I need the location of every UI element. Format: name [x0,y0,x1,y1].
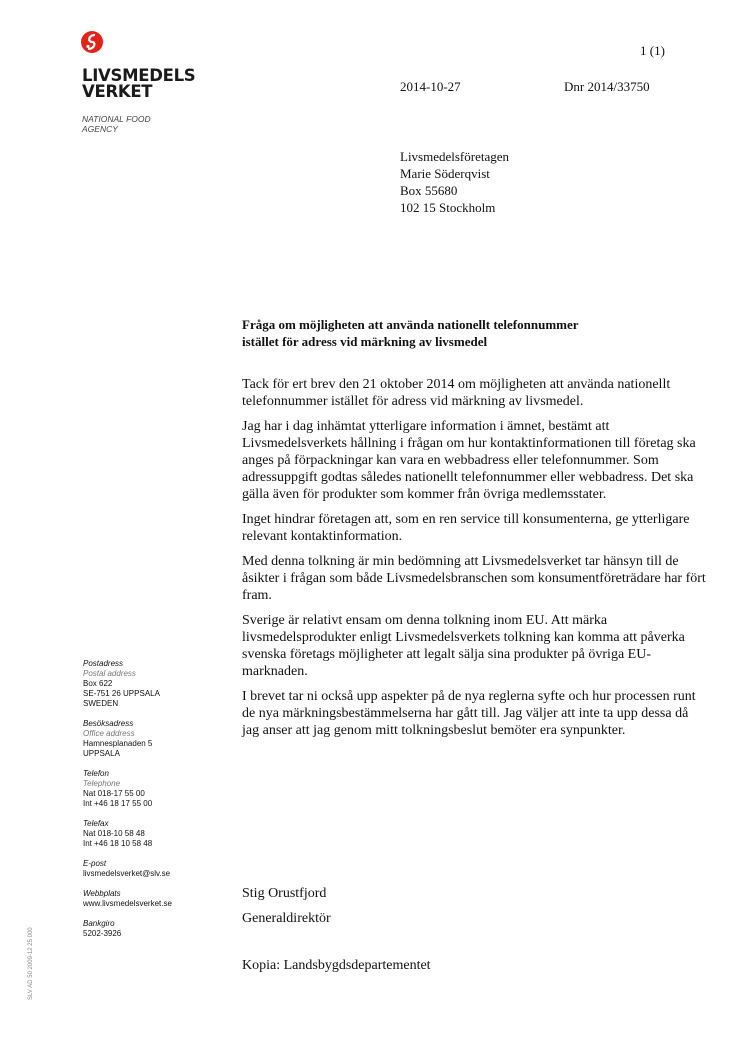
postal-line: SE-751 26 UPPSALA [83,689,160,698]
logo-sub-line2: AGENCY [82,124,118,134]
phone-label-en: Telephone [83,779,121,788]
body-paragraph: Med denna tolkning är min bedömning att Livsmedelsverket tar hänsyn till de åsikter i frågan som både Livsmedelsbranschen som konsumentföreträdare har fört fram. [242,554,706,603]
signature-name: Stig Orustfjord [242,886,327,901]
postal-label-en: Postal address [83,669,136,678]
office-label: Besöksadress [83,719,134,728]
web-label: Webbplats [83,889,121,898]
letter-body [242,376,707,747]
postal-line: SWEDEN [83,699,119,708]
recipient-line: Livsmedelsföretagen [400,149,510,164]
postal-line: Box 622 [83,679,113,688]
recipient-line: Marie Söderqvist [400,166,490,181]
body-paragraph: Tack för ert brev den 21 oktober 2014 om möjligheten att använda nationellt telefonnummer istället för adress vid märkning av livsmedel. [242,377,671,409]
phone-line: Nat 018-17 55 00 [83,789,145,798]
bank-number: 5202-3926 [83,929,122,938]
body-paragraph: Sverige är relativt ensam om denna tolkning inom EU. Att märka livsmedelsprodukter enligt Livsmedelsverkets tolkning kan komma att påverka svenska företags möjligheter att legalt sälja sina produkter på övriga EU-marknaden. [242,613,685,679]
page-number: 1 (1) [640,43,665,58]
body-paragraph: Jag har i dag inhämtat ytterligare information i ämnet, bestämt att Livsmedelsverkets hållning i frågan om hur kontaktinformationen till företag ska anges på förpackningar kan vara en webbadress eller telefonnummer. Som adressuppgift godtas således nationellt telefonnummer eller webbadress. Det ska gälla även för produkter som kommer från övriga medlemsstater. [242,419,696,502]
office-address [83,719,223,759]
phone-label: Telefon [83,769,109,778]
fax-label: Telefax [83,819,109,828]
office-line: Hamnesplanaden 5 [83,739,153,748]
letter-date: 2014-10-27 [400,79,461,94]
recipient-address [400,148,509,216]
logo-name [82,68,202,100]
fax-line: Nat 018-10 58 48 [83,829,145,838]
office-label-en: Office address [83,729,135,738]
recipient-line: 102 15 Stockholm [400,200,496,215]
copy-recipient: Kopia: Landsbygdsdepartementet [242,958,431,973]
fax [83,819,223,849]
signature-title: Generaldirektör [242,911,331,926]
body-paragraph: Inget hindrar företagen att, som en ren service till konsumenterna, ge ytterligare relevant kontaktinformation. [242,512,690,544]
phone-line: Int +46 18 17 55 00 [83,799,153,808]
subject-line1: Fråga om möjligheten att använda nationellt telefonnummer [242,317,579,332]
office-line: UPPSALA [83,749,120,758]
website [83,889,223,909]
body-paragraph: I brevet tar ni också upp aspekter på de nya reglerna syfte och hur processen runt de nya märkningsbestämmelserna har gått till. Jag väljer att inte ta upp dessa då jag anser att jag genom mitt tolkningsbeslut bemöter era synpunkter. [242,689,696,738]
postal-label: Postadress [83,659,124,668]
postal-address [83,659,223,709]
phone [83,769,223,809]
web-address: www.livsmedelsverket.se [83,899,172,908]
bank-giro [83,919,223,939]
form-code: SLV AD 50 2009-12 25 000 [28,927,34,1000]
livsmedelsverket-logo-icon [80,30,104,54]
subject-line2: istället för adress vid märkning av livsmedel [242,334,488,349]
letter-subject [242,316,682,350]
logo-name-line2: VERKET [82,82,153,101]
email-label: E-post [83,859,107,868]
logo-sub-line1: NATIONAL FOOD [82,114,151,124]
registration-number: Dnr 2014/33750 [564,79,650,94]
bank-label: Bankgiro [83,919,115,928]
email [83,859,223,879]
email-address: livsmedelsverket@slv.se [83,869,171,878]
logo-name-line1: LIVSMEDELS [82,66,196,85]
contact-info [83,659,223,949]
logo-subtitle [82,114,202,134]
fax-line: Int +46 18 10 58 48 [83,839,153,848]
recipient-line: Box 55680 [400,183,458,198]
